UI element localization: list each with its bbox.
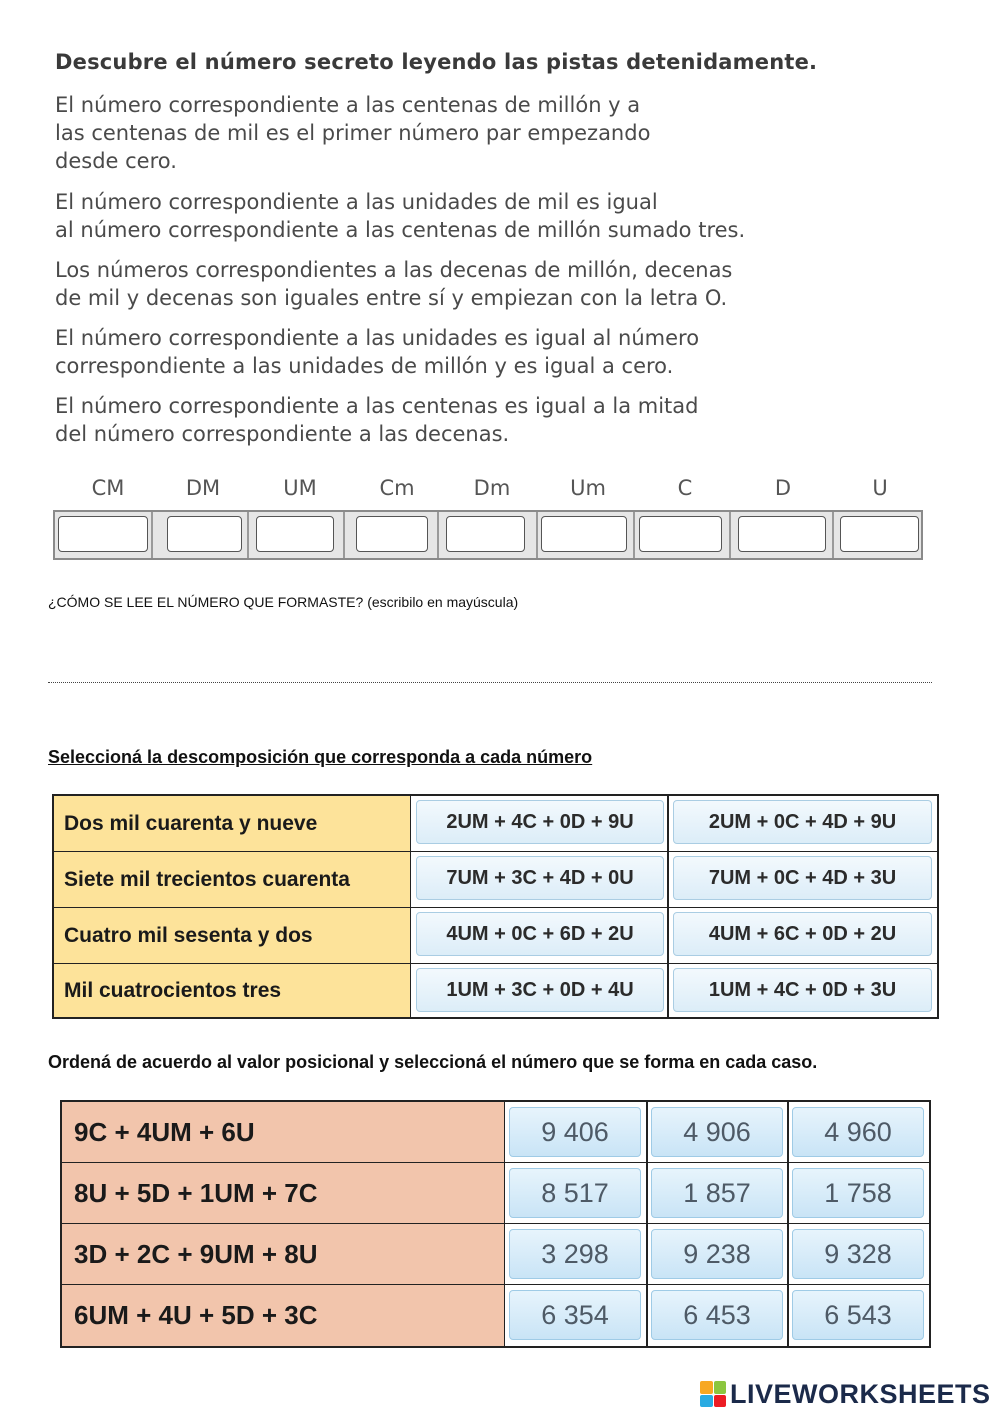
- input-d[interactable]: [738, 516, 826, 552]
- input-um-mil[interactable]: [541, 516, 627, 552]
- expression-label: 6UM + 4U + 5D + 3C: [62, 1285, 505, 1346]
- place-value-headers: [55, 476, 923, 506]
- decomposition-row: [54, 852, 937, 908]
- clue-3: Los números correspondientes a las decenas de millón, decenas de mil y decenas son iguales entre sí y empiezan con la letra O.: [55, 258, 733, 310]
- puzzle-title: Descubre el número secreto leyendo las pistas detenidamente.: [55, 50, 818, 74]
- decomposition-table: [52, 794, 939, 1019]
- ordering-row: [62, 1224, 929, 1285]
- logo-badge-icon: [700, 1381, 726, 1407]
- decomposition-title: Seleccioná la descomposición que corresponda a cada número: [48, 747, 593, 767]
- dotted-line: [48, 682, 932, 683]
- number-option[interactable]: 1 857: [651, 1168, 783, 1218]
- clue-4: El número correspondiente a las unidades es igual al número correspondiente a las unidades de millón y es igual a cero.: [55, 326, 700, 378]
- ordering-title: Ordená de acuerdo al valor posicional y seleccioná el número que se forma en cada caso.: [48, 1052, 818, 1072]
- decomposition-option[interactable]: 1UM + 4C + 0D + 3U: [673, 968, 932, 1012]
- input-um[interactable]: [256, 516, 334, 552]
- number-option[interactable]: 6 354: [509, 1290, 641, 1340]
- number-option[interactable]: 9 238: [651, 1229, 783, 1279]
- cell-divider: [832, 512, 834, 558]
- number-label: Dos mil cuarenta y nueve: [54, 796, 411, 851]
- ordering-row: [62, 1285, 929, 1346]
- number-option[interactable]: 9 406: [509, 1107, 641, 1157]
- number-label: Mil cuatrocientos tres: [54, 964, 411, 1017]
- cell-divider: [633, 512, 635, 558]
- decomposition-option[interactable]: 2UM + 4C + 0D + 9U: [416, 800, 664, 844]
- header-u: U: [872, 476, 888, 500]
- logo-square: [714, 1395, 727, 1408]
- number-option[interactable]: 9 328: [792, 1229, 924, 1279]
- header-um-mil: Um: [570, 476, 606, 500]
- input-cm[interactable]: [58, 516, 148, 552]
- number-option[interactable]: 1 758: [792, 1168, 924, 1218]
- logo-square: [700, 1395, 713, 1408]
- cell-divider: [437, 512, 439, 558]
- header-d: D: [774, 476, 792, 500]
- cell-divider: [343, 512, 345, 558]
- decomposition-row: [54, 908, 937, 964]
- cell-divider: [729, 512, 731, 558]
- decomposition-option[interactable]: 1UM + 3C + 0D + 4U: [416, 968, 664, 1012]
- clue-5: El número correspondiente a las centenas es igual a la mitad del número correspondiente a las decenas.: [55, 394, 699, 446]
- place-value-row: [53, 510, 923, 560]
- logo-square: [714, 1381, 727, 1394]
- clue-1: El número correspondiente a las centenas de millón y a las centenas de mil es el primer número par empezando desde cero.: [55, 93, 651, 173]
- input-dm[interactable]: [167, 516, 242, 552]
- header-cm: CM: [91, 476, 125, 500]
- input-u[interactable]: [840, 516, 919, 552]
- decomposition-row: [54, 796, 937, 852]
- expression-label: 3D + 2C + 9UM + 8U: [62, 1224, 505, 1284]
- cell-divider: [151, 512, 153, 558]
- number-option[interactable]: 6 543: [792, 1290, 924, 1340]
- liveworksheets-logo: [700, 1376, 991, 1412]
- ordering-table: [60, 1100, 931, 1348]
- header-c: C: [677, 476, 693, 500]
- decomposition-option[interactable]: 4UM + 0C + 6D + 2U: [416, 912, 664, 956]
- logo-text: LIVEWORKSHEETS: [730, 1378, 991, 1409]
- number-label: Cuatro mil sesenta y dos: [54, 908, 411, 963]
- input-cm-mil[interactable]: [356, 516, 428, 552]
- cell-divider: [247, 512, 249, 558]
- reading-answer-input[interactable]: [48, 670, 932, 690]
- clue-2: El número correspondiente a las unidades de mil es igual al número correspondiente a las centenas de millón sumado tres.: [55, 190, 746, 242]
- expression-label: 8U + 5D + 1UM + 7C: [62, 1163, 505, 1223]
- header-cm-mil: Cm: [379, 476, 415, 500]
- cell-divider: [536, 512, 538, 558]
- decomposition-option[interactable]: 4UM + 6C + 0D + 2U: [673, 912, 932, 956]
- logo-square: [700, 1381, 713, 1394]
- decomposition-option[interactable]: 2UM + 0C + 4D + 9U: [673, 800, 932, 844]
- number-option[interactable]: 4 960: [792, 1107, 924, 1157]
- input-dm-mil[interactable]: [446, 516, 525, 552]
- input-c[interactable]: [639, 516, 722, 552]
- header-dm: DM: [185, 476, 221, 500]
- ordering-row: [62, 1163, 929, 1224]
- number-option[interactable]: 4 906: [651, 1107, 783, 1157]
- number-option[interactable]: 3 298: [509, 1229, 641, 1279]
- number-option[interactable]: 6 453: [651, 1290, 783, 1340]
- decomposition-option[interactable]: 7UM + 3C + 4D + 0U: [416, 856, 664, 900]
- number-label: Siete mil trecientos cuarenta: [54, 852, 411, 907]
- header-um: UM: [283, 476, 317, 500]
- reading-question: ¿CÓMO SE LEE EL NÚMERO QUE FORMASTE? (escribilo en mayúscula): [48, 594, 519, 610]
- decomposition-row: [54, 964, 937, 1017]
- header-dm-mil: Dm: [473, 476, 511, 500]
- expression-label: 9C + 4UM + 6U: [62, 1102, 505, 1162]
- ordering-row: [62, 1102, 929, 1163]
- number-option[interactable]: 8 517: [509, 1168, 641, 1218]
- decomposition-option[interactable]: 7UM + 0C + 4D + 3U: [673, 856, 932, 900]
